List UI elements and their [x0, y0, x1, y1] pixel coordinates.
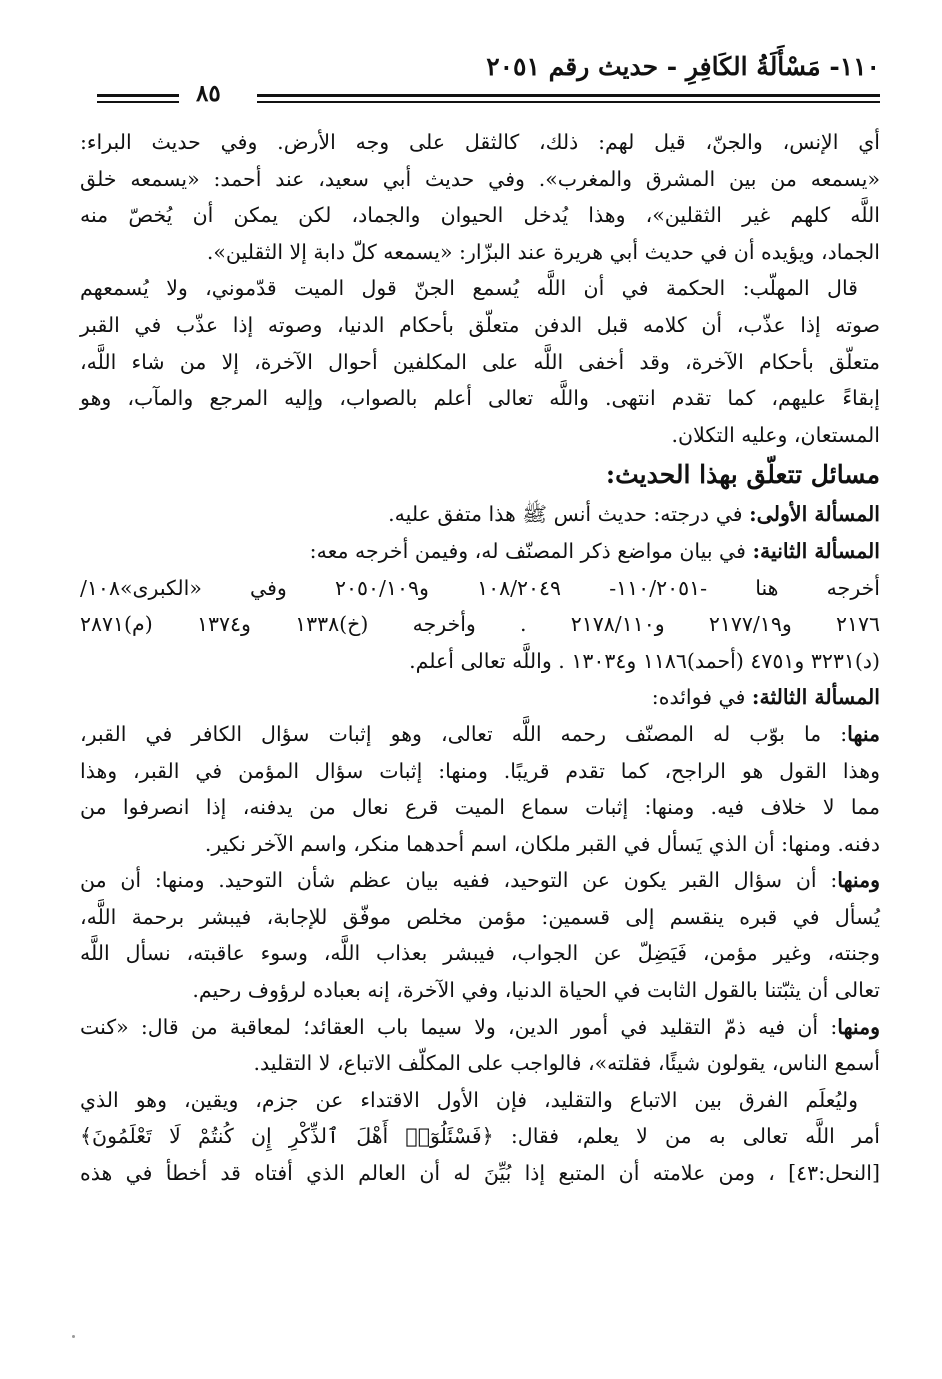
paragraph-hadith-variants — [80, 124, 880, 270]
benefit-label: ومنها — [837, 868, 880, 893]
issue-label: المسألة الثالثة: — [751, 685, 880, 710]
takhrij-references — [80, 570, 880, 680]
header-rule-thick — [257, 94, 880, 97]
benefits-paragraph-2 — [80, 862, 880, 1008]
text-line: متعلّق بأحكام الآخرة، وقد أخفى اللَّه على المكلفين أحوال الآخرة، إلا من شاء اللَّه، — [80, 349, 880, 374]
text-line: [النحل:٤٣] ، ومن علامته أن المتبع إذا بُيِّنَ له أن العالم الذي أفتاه قد أخطأ في هذه — [80, 1161, 880, 1186]
text-line: وجنته، وغير مؤمن، فَيَضِلّ عن الجواب، فيبشر بعذاب اللَّه، وسوء عاقبته، نسأل اللَّه — [80, 941, 880, 966]
running-header-title: ١١٠- مَسْأَلَةُ الكَافِرِ - حديث رقم ٢٠٥١ — [486, 52, 880, 81]
issue-label: المسألة الأولى: — [749, 502, 880, 527]
issue-second — [80, 533, 880, 570]
text-line: (د)٣٢٣١ و٤٧٥١ (أحمد)١١٨٦ و١٣٠٣٤ . واللَّه تعالى أعلم. — [409, 648, 880, 673]
text-line: أسمع الناس، يقولون شيئًا، فقلته»، فالواجب على المكلّف الاتباع، لا التقليد. — [253, 1051, 880, 1076]
text-line: «يسمعه من بين المشرق والمغرب». وفي حديث أبي سعيد، عند أحمد: «يسمعه خلق — [80, 166, 880, 191]
text-line: وليُعلَم الفرق بين الاتباع والتقليد، فإن الأول الاقتداء عن جزم، ويقين، وهو الذي — [80, 1087, 858, 1112]
scan-speck — [72, 1335, 75, 1338]
benefit-label: منها — [847, 721, 880, 746]
text-line: تعالى أن يثبّتنا بالقول الثابت في الحياة الدنيا، وفي الآخرة، إنه بعباده لرؤوف رحيم. — [192, 978, 880, 1003]
text-line: ٢١٧٦ و٢١٧٧/١٩ و٢١٧٨/١١٠ . وأخرجه (خ)١٣٣٨ و١٣٧٤ (م)٢٨٧١ — [80, 612, 880, 637]
text-line: قال المهلّب: الحكمة في أن اللَّه يُسمع الجنّ قول الميت قدّموني، ولا يُسمعهم — [80, 276, 858, 301]
issue-first — [80, 496, 880, 533]
benefit-text: : ما بوّب له المصنّف رحمه اللَّه تعالى، وهو إثبات سؤال الكافر في القبر، — [80, 721, 848, 746]
text-line: صوته إذا عذّب، أن كلامه قبل الدفن متعلّق بأحكام الدنيا، وصوته إذا عذّب في القبر — [80, 312, 880, 337]
text-line — [80, 1009, 880, 1046]
text-line — [80, 862, 880, 899]
benefit-text: : أن فيه ذمّ التقليد في أمور الدين، ولا سيما باب العقائد؛ لمعاقبة من قال: «كنت — [80, 1014, 838, 1039]
issue-text: في بيان مواضع ذكر المصنّف له، وفيمن أخرجه معه: — [309, 538, 753, 563]
header-rule-short-thin — [97, 101, 179, 103]
text-line: إبقاءً عليهم، كما تقدم انتهى. واللَّه تعالى أعلم بالصواب، وإليه المرجع والمآب، وهو — [80, 386, 880, 411]
header-rule-short-thick — [97, 94, 179, 97]
text-line: وهذا القول هو الراجح، كما تقدم قريبًا. ومنها: إثبات سؤال المؤمن في القبر، وهذا — [80, 758, 880, 783]
issue-label: المسألة الثانية: — [752, 538, 880, 563]
text-line: المستعان، وعليه التكلان. — [671, 422, 880, 447]
text-line: أي الإنس، والجنّ، قيل لهم: ذلك، كالثقل على وجه الأرض. وفي حديث البراء: — [80, 130, 880, 154]
text-line: دفنه. ومنها: أن الذي يَسأل في القبر ملكان، اسم أحدهما منكر، واسم الآخر نكير. — [204, 831, 880, 856]
benefits-paragraph-1 — [80, 716, 880, 862]
text-line: الجماد، ويؤيده أن في حديث أبي هريرة عند البزّار: «يسمعه كلّ دابة إلا الثقلين». — [206, 239, 880, 264]
benefits-paragraph-3 — [80, 1009, 880, 1082]
text-line: يُسأل في قبره ينقسم إلى قسمين: مؤمن مخلص موفّق للإجابة، فيبشر برحمة اللَّه، — [80, 904, 880, 929]
issue-third — [80, 679, 880, 716]
text-line: مما لا خلاف فيه. ومنها: إثبات سماع الميت قرع نعال من يدفنه، إذا انصرفوا من — [80, 795, 880, 820]
section-heading: مسائل تتعلّق بهذا الحديث: — [605, 460, 880, 490]
benefit-text: : أن سؤال القبر يكون عن التوحيد، ففيه بيان عظم شأن التوحيد. ومنها: أن من — [80, 868, 838, 893]
text-line — [80, 716, 880, 753]
paragraph-muhallab — [80, 270, 880, 453]
header-rule-thin — [257, 101, 880, 103]
page-body — [80, 124, 880, 1192]
text-line: أمر اللَّه تعالى به من لا يعلم، فقال: ﴿فَسْئَلُوٓا۟ أَهْلَ ٱلذِّكْرِ إِن كُنتُمْ لَا تَعْلَمُونَ﴾ — [80, 1124, 880, 1149]
page-number: ٨٥ — [196, 80, 221, 107]
benefit-label: ومنها — [837, 1014, 880, 1039]
text-line: اللَّه كلهم غير الثقلين»، وهذا يُدخل الحيوان والجماد، لكن يمكن أن يُخصّ منه — [80, 203, 880, 228]
text-line: أخرجه هنا -١١٠/٢٠٥١- ١٠٨/٢٠٤٩ و٢٠٥٠/١٠٩ وفي «الكبرى»١٠٨/ — [80, 575, 880, 600]
paragraph-ittiba-taqlid — [80, 1082, 880, 1192]
issue-text: في درجته: حديث أنس ﷺ هذا متفق عليه. — [388, 502, 750, 527]
issue-text: في فوائده: — [651, 685, 752, 710]
